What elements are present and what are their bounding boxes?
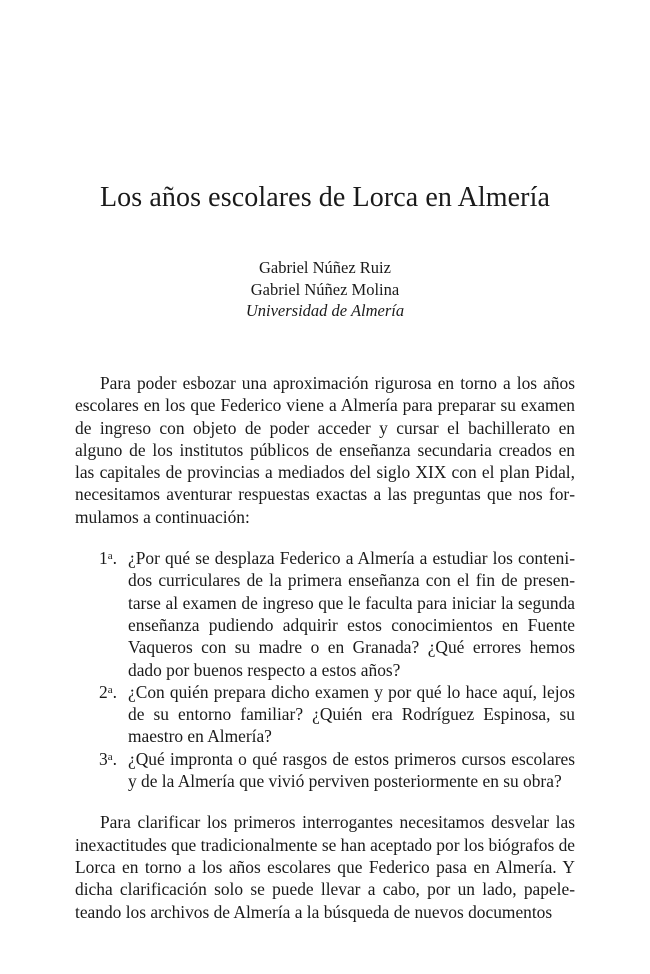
question-item-3 (75, 748, 575, 793)
question-item-2 (75, 681, 575, 748)
intro-paragraph: Para poder esbozar una aproximación rigurosa en torno a los años escolares en los que Federico viene a Almería para preparar su examen de ingreso con objeto de poder acceder y cursar el bachillerato en alguno de los institutos públicos de enseñanza secundaria creados en las capitales de provincias a mediados del siglo XIX con el plan Pidal, necesitamos aventurar respuestas exactas a las preguntas que nos formulamos a continuación: (75, 373, 575, 527)
question-list (75, 547, 575, 792)
author-name-2: Gabriel Núñez Molina (250, 279, 400, 299)
author-block (0, 257, 650, 322)
question-item-1 (75, 547, 575, 681)
closing-paragraph: Para clarificar los primeros interrogantes necesitamos desvelar las inexactitudes que tradicionalmente se han aceptado por los biógrafos de Lorca en torno a los años escolares que Federico pasa en Almería. Y dicha clarificación solo se puede llevar a cabo, por un lado, papeleteando los archivos de Almería a la búsqueda de nuevos documentos (75, 812, 575, 922)
article-title: Los años escolares de Lorca en Almería (99, 182, 551, 213)
question-number-1: 1$^a$. (99, 548, 117, 569)
author-affiliation: Universidad de Almería (245, 301, 405, 320)
question-text-3: ¿Qué impronta o qué rasgos de estos primeros cursos escolares y de la Almería que vivió perviven posteriormente en su obra? (128, 748, 575, 792)
author-name-1: Gabriel Núñez Ruiz (259, 258, 391, 277)
question-number-2: 2$^a$. (99, 681, 117, 702)
question-number-3: 3$^a$. (99, 748, 117, 769)
question-text-2: ¿Con quién prepara dicho examen y por qué lo hace aquí, lejos de su entorno familiar? ¿Quién era Rodríguez Espinosa, su maestro en Almería? (128, 681, 575, 747)
article-body (75, 372, 575, 923)
question-text-1: ¿Por qué se desplaza Federico a Almería a estudiar los contenidos curriculares de la primera enseñanza con el fin de presentarse al examen de ingreso que le faculta para iniciar la segunda enseñanza pudiendo adquirir estos conocimientos en Fuente Vaqueros con su madre o en Granada? ¿Qué errores hemos dado por buenos respecto a estos años? (128, 548, 575, 680)
